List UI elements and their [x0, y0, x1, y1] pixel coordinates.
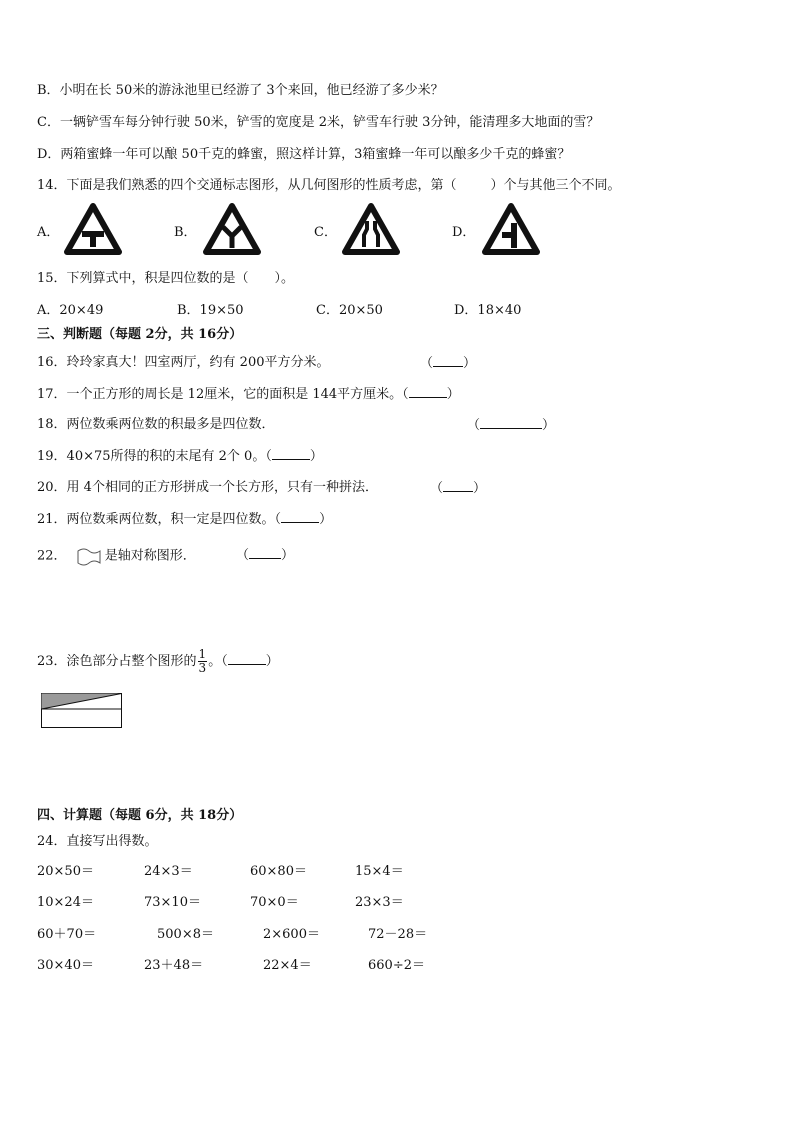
q16-text: 16．玲玲家真大！四室两厅，约有 200平方分米。 [37, 355, 330, 370]
q22-blank[interactable] [249, 546, 281, 559]
calc-item: 10×24＝ [37, 895, 94, 910]
shaded-rectangle-figure [41, 693, 123, 729]
q14-stem [37, 177, 621, 195]
q19-text: 19．40×75所得的积的末尾有 2个 0。 [37, 449, 266, 464]
q17-text: 17．一个正方形的周长是 12厘米，它的面积是 144平方厘米。 [37, 387, 403, 402]
calc-item: 2×600＝ [263, 927, 320, 942]
calc-item: 20×50＝ [37, 864, 94, 879]
q19: 19．40×75所得的积的末尾有 2个 0。（ ） [37, 449, 323, 464]
calc-item: 500×8＝ [157, 927, 214, 942]
q23-blank[interactable] [228, 652, 266, 665]
q16-blank[interactable] [433, 354, 463, 367]
q21-text: 21．两位数乘两位数，积一定是四位数。 [37, 512, 275, 527]
q18-text: 18．两位数乘两位数的积最多是四位数． [37, 417, 275, 432]
q20-blank[interactable] [443, 479, 473, 492]
q15-stem: 15．下列算式中，积是四位数的是（ ）。 [37, 271, 295, 286]
calc-item: 73×10＝ [144, 895, 201, 910]
y-junction-sign-icon [203, 203, 261, 255]
q20-text: 20．用 4个相同的正方形拼成一个长方形，只有一种拼法． [37, 480, 378, 495]
section-4-title: 四、计算题（每题 6分，共 18分） [37, 808, 243, 823]
side-road-sign-icon [482, 203, 540, 255]
q16-answer: （ ） [420, 356, 477, 371]
q15-option-d: D．18×40 [454, 303, 522, 318]
q23: 23．涂色部分占整个图形的 $\frac{1}{3}$ 。（ ） [37, 647, 279, 675]
q14-stem-before: 14．下面是我们熟悉的四个交通标志图形，从几何图形的性质考虑，第（ [37, 178, 457, 193]
calc-item: 23×3＝ [355, 895, 404, 910]
q17-blank[interactable] [409, 385, 447, 398]
q22 [37, 546, 295, 566]
calc-item: 22×4＝ [263, 958, 312, 973]
q13-option-c: C．一辆铲雪车每分钟行驶 50米，铲雪的宽度是 2米，铲雪车行驶 3分钟，能清理多大地面的雪？ [37, 115, 600, 130]
calc-item: 30×40＝ [37, 958, 94, 973]
calc-item: 72－28＝ [368, 927, 428, 942]
section-3-title: 三、判断题（每题 2分，共 16分） [37, 327, 243, 342]
wave-shape-figure [75, 546, 103, 566]
q14-label-b: B． [174, 225, 197, 240]
calc-item: 24×3＝ [144, 864, 193, 879]
q14-label-a: A． [37, 225, 60, 240]
calc-item: 15×4＝ [355, 864, 404, 879]
q15-option-b: B．19×50 [177, 303, 244, 318]
q21: 21．两位数乘两位数，积一定是四位数。（ ） [37, 512, 333, 527]
q22-answer: （ ） [236, 548, 295, 563]
q14-stem-after: ）个与其他三个不同。 [490, 178, 621, 193]
q23-prefix: 23．涂色部分占整个图形的 [37, 654, 197, 669]
q18 [37, 416, 556, 434]
q13-option-b: B．小明在长 50米的游泳池里已经游了 3个来回，他已经游了多少米？ [37, 83, 444, 98]
q24-stem: 24．直接写出得数。 [37, 834, 158, 849]
q14-label-c: C． [314, 225, 337, 240]
q14-label-d: D． [452, 225, 476, 240]
q18-answer: （ ） [467, 418, 556, 433]
q21-blank[interactable] [281, 510, 319, 523]
q23-suffix: 。 [208, 654, 222, 669]
calc-item: 60＋70＝ [37, 927, 97, 942]
q20-answer: （ ） [430, 481, 487, 496]
q22-suffix: 是轴对称图形． [104, 548, 196, 564]
road-narrows-sign-icon [342, 203, 400, 255]
q19-blank[interactable] [272, 447, 310, 460]
q16 [37, 354, 477, 372]
q17: 17．一个正方形的周长是 12厘米，它的面积是 144平方厘米。（ ） [37, 387, 460, 402]
one-third-fraction: $\frac{1}{3}$ [198, 647, 207, 675]
q15-option-c: C．20×50 [316, 303, 383, 318]
calc-item: 23＋48＝ [144, 958, 204, 973]
calc-item: 70×0＝ [250, 895, 299, 910]
q22-prefix: 22． [37, 548, 67, 564]
q15-option-a: A．20×49 [37, 303, 104, 318]
calc-item: 660÷2＝ [368, 958, 425, 973]
q13-option-d: D．两箱蜜蜂一年可以酿 50千克的蜂蜜，照这样计算，3箱蜜蜂一年可以酿多少千克的蜂蜜？ [37, 147, 571, 162]
t-junction-sign-icon [64, 203, 122, 255]
calc-item: 60×80＝ [250, 864, 307, 879]
q20 [37, 479, 487, 497]
q18-blank[interactable] [480, 416, 542, 429]
